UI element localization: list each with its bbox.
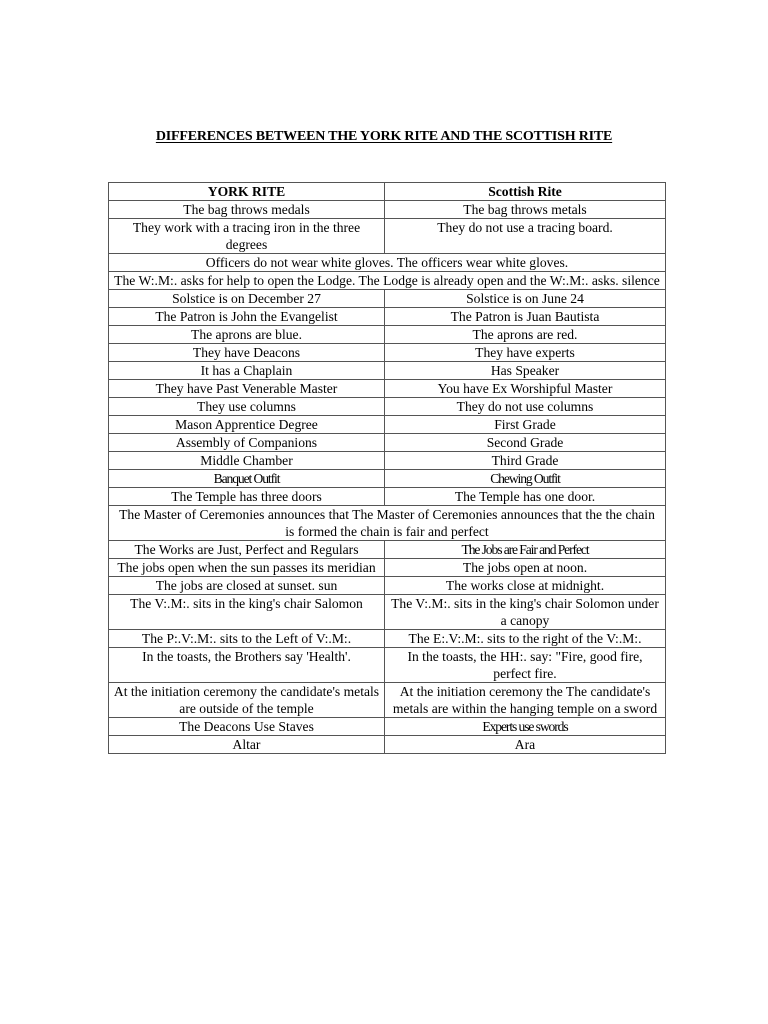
york-cell: Banquet Outfit xyxy=(109,470,385,488)
table-row xyxy=(109,344,666,362)
scottish-cell: The Temple has one door. xyxy=(385,488,666,506)
york-cell: In the toasts, the Brothers say 'Health'. xyxy=(109,648,385,683)
scottish-cell: Third Grade xyxy=(385,452,666,470)
table-row xyxy=(109,718,666,736)
table-row xyxy=(109,648,666,683)
merged-cell: The W:.M:. asks for help to open the Lodge. The Lodge is already open and the W:.M:. asks. silence xyxy=(109,272,666,290)
table-row xyxy=(109,488,666,506)
table-row xyxy=(109,326,666,344)
scottish-cell: Chewing Outfit xyxy=(385,470,666,488)
scottish-cell: They do not use a tracing board. xyxy=(385,219,666,254)
scottish-cell: Second Grade xyxy=(385,434,666,452)
york-cell: They have Deacons xyxy=(109,344,385,362)
york-cell: Assembly of Companions xyxy=(109,434,385,452)
header-scottish-rite: Scottish Rite xyxy=(385,183,666,201)
merged-cell: Officers do not wear white gloves. The officers wear white gloves. xyxy=(109,254,666,272)
scottish-cell: The E:.V:.M:. sits to the right of the V:.M:. xyxy=(385,630,666,648)
header-york-rite: YORK RITE xyxy=(109,183,385,201)
table-row xyxy=(109,452,666,470)
table-row xyxy=(109,683,666,718)
document-title: DIFFERENCES BETWEEN THE YORK RITE AND THE SCOTTISH RITE xyxy=(155,129,613,144)
scottish-cell: At the initiation ceremony the The candidate's metals are within the hanging temple on a sword xyxy=(385,683,666,718)
table-row xyxy=(109,201,666,219)
scottish-cell: They do not use columns xyxy=(385,398,666,416)
scottish-cell: The bag throws metals xyxy=(385,201,666,219)
scottish-cell: The V:.M:. sits in the king's chair Solomon under a canopy xyxy=(385,595,666,630)
york-cell: The Works are Just, Perfect and Regulars xyxy=(109,541,385,559)
scottish-cell: Ara xyxy=(385,736,666,754)
york-cell: The jobs are closed at sunset. sun xyxy=(109,577,385,595)
table-row xyxy=(109,308,666,326)
york-cell: The V:.M:. sits in the king's chair Salomon xyxy=(109,595,385,630)
scottish-cell: The Patron is Juan Bautista xyxy=(385,308,666,326)
york-cell: The Deacons Use Staves xyxy=(109,718,385,736)
table-header-row xyxy=(109,183,666,201)
table-row xyxy=(109,506,666,541)
table-row xyxy=(109,736,666,754)
scottish-cell: The aprons are red. xyxy=(385,326,666,344)
york-cell: The jobs open when the sun passes its meridian xyxy=(109,559,385,577)
scottish-cell: You have Ex Worshipful Master xyxy=(385,380,666,398)
table-row xyxy=(109,254,666,272)
york-cell: They have Past Venerable Master xyxy=(109,380,385,398)
scottish-cell: Experts use swords xyxy=(385,718,666,736)
york-cell: They use columns xyxy=(109,398,385,416)
york-cell: The bag throws medals xyxy=(109,201,385,219)
table-row xyxy=(109,416,666,434)
scottish-cell: In the toasts, the HH:. say: "Fire, good fire, perfect fire. xyxy=(385,648,666,683)
york-cell: Mason Apprentice Degree xyxy=(109,416,385,434)
table-row xyxy=(109,398,666,416)
scottish-cell: The works close at midnight. xyxy=(385,577,666,595)
york-cell: It has a Chaplain xyxy=(109,362,385,380)
merged-cell: The Master of Ceremonies announces that The Master of Ceremonies announces that the the chain is formed the chain is fair and perfect xyxy=(109,506,666,541)
table-row xyxy=(109,541,666,559)
table-row xyxy=(109,219,666,254)
york-cell: Altar xyxy=(109,736,385,754)
scottish-cell: First Grade xyxy=(385,416,666,434)
scottish-cell: They have experts xyxy=(385,344,666,362)
table-row xyxy=(109,559,666,577)
york-cell: The Temple has three doors xyxy=(109,488,385,506)
table-row xyxy=(109,595,666,630)
table-row xyxy=(109,630,666,648)
table-row xyxy=(109,380,666,398)
scottish-cell: Solstice is on June 24 xyxy=(385,290,666,308)
table-row xyxy=(109,434,666,452)
york-cell: The P:.V:.M:. sits to the Left of V:.M:. xyxy=(109,630,385,648)
york-cell: The Patron is John the Evangelist xyxy=(109,308,385,326)
rite-comparison-table xyxy=(108,182,666,754)
york-cell: They work with a tracing iron in the three degrees xyxy=(109,219,385,254)
scottish-cell: The Jobs are Fair and Perfect xyxy=(385,541,666,559)
scottish-cell: The jobs open at noon. xyxy=(385,559,666,577)
table-row xyxy=(109,362,666,380)
table-row xyxy=(109,577,666,595)
table-row xyxy=(109,272,666,290)
table-row xyxy=(109,290,666,308)
york-cell: At the initiation ceremony the candidate's metals are outside of the temple xyxy=(109,683,385,718)
york-cell: Middle Chamber xyxy=(109,452,385,470)
table-row xyxy=(109,470,666,488)
york-cell: Solstice is on December 27 xyxy=(109,290,385,308)
york-cell: The aprons are blue. xyxy=(109,326,385,344)
scottish-cell: Has Speaker xyxy=(385,362,666,380)
